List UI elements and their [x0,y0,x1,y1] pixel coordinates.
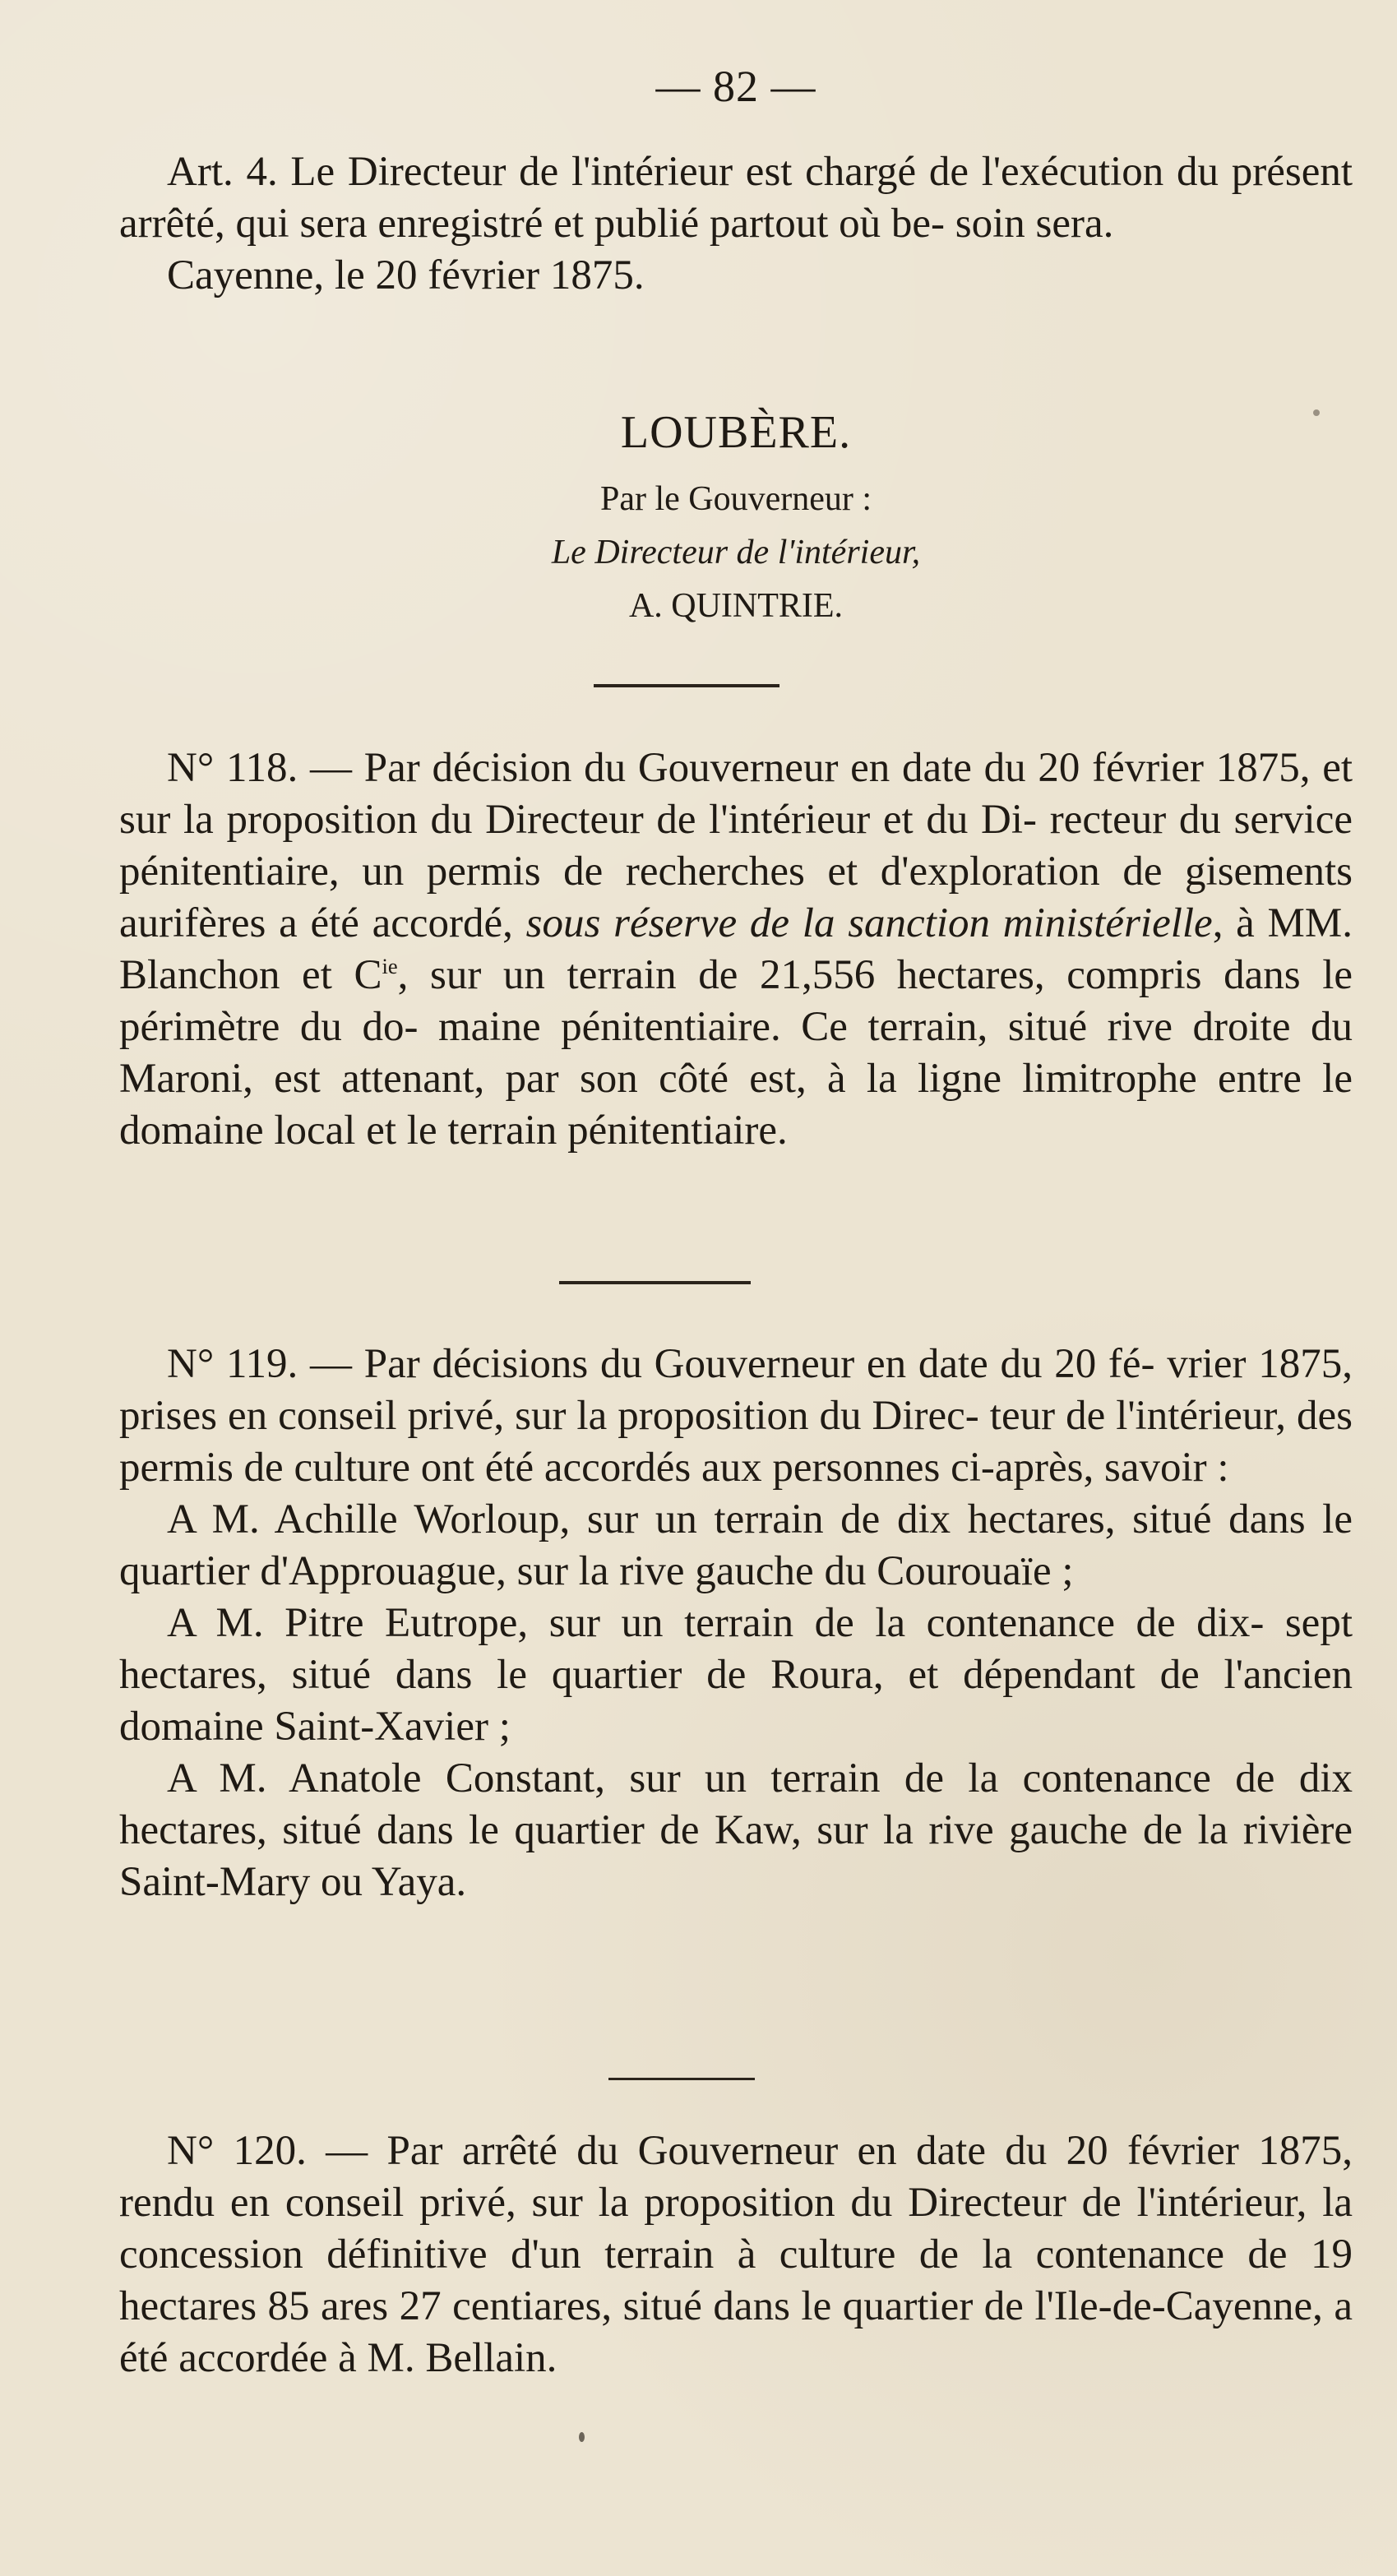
section-119-paragraph: A M. Achille Worloup, sur un terrain de dix hectares, situé dans le quartier d'Approuague, sur la rive gauche du Courouaïe ; [119,1496,1353,1594]
signature-line: Le Directeur de l'intérieur, [551,534,921,571]
date-line: Cayenne, le 20 février 1875. [167,252,645,298]
section-118-italic: sous réserve de la sanction ministérielle [525,900,1213,946]
page-number: — 82 — [655,62,816,111]
signature-line: Par le Gouverneur : [599,480,872,518]
section-divider [608,2078,755,2080]
section-118-text: N° 118. — Par décision du Gouverneur en date du 20 février 1875, et sur la proposition du Directeur de l'intérieur et du Di- recteur du service pénitentiaire, un permis de recherches et d'exploration de gisements aurifères a été accordé, [119,745,1353,946]
section-120 [119,2125,1353,2384]
section-119 [119,1339,1353,1908]
signature-line: A. QUINTRIE. [628,587,844,625]
ink-speck [579,2432,585,2442]
signature-name: LOUBÈRE. [620,407,852,458]
section-118-paragraph [119,742,1353,1157]
section-118 [119,742,1353,1157]
section-119-paragraph: A M. Anatole Constant, sur un terrain de la contenance de dix hectares, situé dans le quartier de Kaw, sur la rive gauche de la rivière Saint-Mary ou Yaya. [119,1755,1353,1905]
superscript: ie [382,954,398,978]
article-block [119,146,1353,302]
section-120-paragraph: N° 120. — Par arrêté du Gouverneur en date du 20 février 1875, rendu en conseil privé, sur la proposition du Directeur de l'intérieur, la concession définitive d'un terrain à culture de la contenance de 19 hectares 85 ares 27 centiares, situé dans le quartier de l'Ile-de-Cayenne, a été accordée à M. Bellain. [119,2128,1353,2381]
section-119-paragraph: A M. Pitre Eutrope, sur un terrain de la contenance de dix- sept hectares, situé dans le quartier de Roura, et dépendant de l'ancien domaine Saint-Xavier ; [119,1600,1353,1750]
section-118-text: , à MM. Blanchon et C [119,900,1353,998]
section-divider [594,684,779,687]
section-divider [559,1281,751,1284]
section-118-text: , sur un terrain de 21,556 hectares, compris dans le périmètre du do- maine pénitentiaire. Ce terrain, situé rive droite du Maroni, est attenant, par son côté est, à la ligne limitrophe entre le domaine local et le terrain pénitentiaire. [119,952,1353,1154]
article-paragraph: Art. 4. Le Directeur de l'intérieur est chargé de l'exécution du présent arrêté, qui sera enregistré et publié partout où be- soin sera. [119,149,1353,247]
section-119-paragraph: N° 119. — Par décisions du Gouverneur en date du 20 fé- vrier 1875, prises en conseil privé, sur la proposition du Direc- teur de l'intérieur, des permis de culture ont été accordés aux personnes ci-après, savoir : [119,1341,1353,1491]
